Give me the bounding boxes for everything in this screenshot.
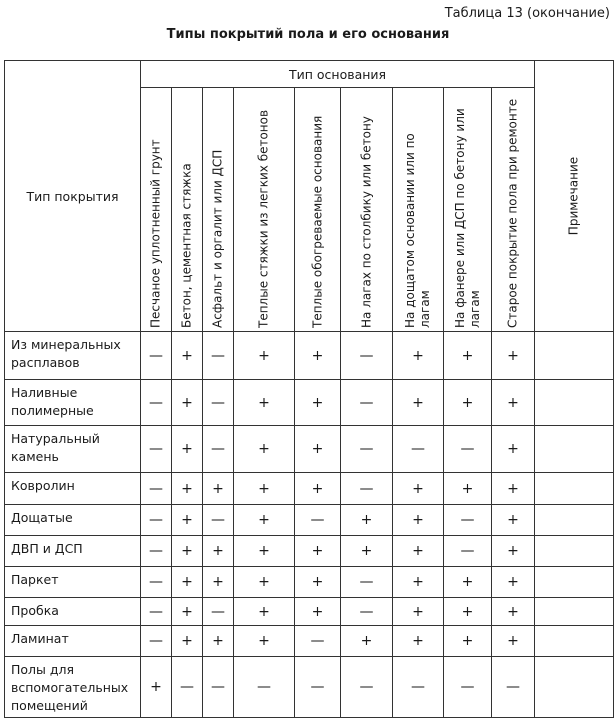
compatibility-cell: + bbox=[234, 332, 295, 380]
compatibility-cell: + bbox=[444, 598, 492, 626]
table-row bbox=[5, 598, 614, 626]
note-cell bbox=[535, 473, 614, 505]
coating-name: Из минеральных расплавов bbox=[5, 332, 141, 380]
compatibility-cell: + bbox=[341, 626, 393, 657]
compatibility-cell: — bbox=[141, 505, 172, 536]
compatibility-cell: + bbox=[444, 332, 492, 380]
compatibility-cell: + bbox=[234, 473, 295, 505]
compatibility-cell: + bbox=[492, 626, 535, 657]
compatibility-cell: + bbox=[172, 505, 203, 536]
note-header-text: Примечание bbox=[566, 156, 581, 236]
compatibility-cell: — bbox=[341, 567, 393, 598]
compatibility-cell: + bbox=[172, 567, 203, 598]
compatibility-cell: — bbox=[203, 426, 234, 473]
table-row bbox=[5, 567, 614, 598]
compatibility-cell: + bbox=[295, 567, 341, 598]
compatibility-cell: + bbox=[141, 657, 172, 718]
compatibility-cell: + bbox=[172, 332, 203, 380]
coating-name: Паркет bbox=[5, 567, 141, 598]
compatibility-cell: — bbox=[203, 598, 234, 626]
compatibility-cell: — bbox=[444, 505, 492, 536]
note-cell bbox=[535, 598, 614, 626]
compatibility-cell: + bbox=[172, 598, 203, 626]
compatibility-cell: + bbox=[492, 598, 535, 626]
compatibility-cell: + bbox=[203, 473, 234, 505]
base-header-4 bbox=[234, 88, 295, 332]
note-cell bbox=[535, 567, 614, 598]
compatibility-cell: + bbox=[172, 380, 203, 426]
compatibility-cell: — bbox=[141, 626, 172, 657]
compatibility-cell: — bbox=[295, 657, 341, 718]
compatibility-cell: — bbox=[141, 380, 172, 426]
coating-name: Ламинат bbox=[5, 626, 141, 657]
compatibility-cell: — bbox=[295, 505, 341, 536]
base-header-text: На фанере или ДСП по бетону или лагам bbox=[452, 107, 482, 328]
base-header-6 bbox=[341, 88, 393, 332]
compatibility-cell: — bbox=[141, 473, 172, 505]
compatibility-cell: + bbox=[295, 473, 341, 505]
base-header-9 bbox=[492, 88, 535, 332]
compatibility-cell: — bbox=[141, 332, 172, 380]
note-cell bbox=[535, 657, 614, 718]
compatibility-cell: — bbox=[341, 426, 393, 473]
base-type-header: Тип основания bbox=[141, 61, 535, 88]
compatibility-cell: + bbox=[203, 567, 234, 598]
coating-type-header: Тип покрытия bbox=[5, 61, 141, 332]
compatibility-cell: + bbox=[393, 536, 444, 567]
compatibility-cell: + bbox=[295, 598, 341, 626]
compatibility-cell: + bbox=[234, 567, 295, 598]
compatibility-cell: + bbox=[393, 598, 444, 626]
compatibility-cell: + bbox=[172, 473, 203, 505]
coating-name: Дощатые bbox=[5, 505, 141, 536]
compatibility-cell: + bbox=[234, 426, 295, 473]
table-row bbox=[5, 332, 614, 380]
compatibility-cell: + bbox=[393, 473, 444, 505]
compatibility-cell: — bbox=[444, 657, 492, 718]
base-header-1 bbox=[141, 88, 172, 332]
compatibility-cell: — bbox=[141, 598, 172, 626]
coating-name: Полы для вспомогательных помещений bbox=[5, 657, 141, 718]
coating-name: Наливные полимерные bbox=[5, 380, 141, 426]
compatibility-cell: + bbox=[393, 626, 444, 657]
note-cell bbox=[535, 426, 614, 473]
compatibility-cell: + bbox=[172, 536, 203, 567]
compatibility-cell: + bbox=[172, 626, 203, 657]
table-title: Типы покрытий пола и его основания bbox=[166, 27, 450, 42]
note-cell bbox=[535, 505, 614, 536]
table-row bbox=[5, 473, 614, 505]
compatibility-cell: + bbox=[393, 332, 444, 380]
coating-name: Натуральный камень bbox=[5, 426, 141, 473]
base-header-5 bbox=[295, 88, 341, 332]
compatibility-cell: — bbox=[203, 505, 234, 536]
compatibility-cell: + bbox=[444, 626, 492, 657]
compatibility-cell: — bbox=[141, 536, 172, 567]
compatibility-cell: + bbox=[234, 380, 295, 426]
compatibility-cell: + bbox=[492, 380, 535, 426]
table-row bbox=[5, 657, 614, 718]
compatibility-cell: — bbox=[341, 380, 393, 426]
table-body bbox=[5, 332, 614, 718]
compatibility-cell: + bbox=[444, 380, 492, 426]
compatibility-cell: + bbox=[492, 505, 535, 536]
table-row bbox=[5, 426, 614, 473]
compatibility-cell: + bbox=[203, 536, 234, 567]
base-header-text: На лагах по столбику или бетону bbox=[359, 115, 373, 328]
base-header-text: Бетон, цементная стяжка bbox=[179, 162, 194, 328]
compatibility-cell: + bbox=[295, 536, 341, 567]
compatibility-cell: — bbox=[341, 473, 393, 505]
compatibility-cell: + bbox=[341, 505, 393, 536]
table-caption: Таблица 13 (окончание) bbox=[444, 6, 610, 21]
compatibility-cell: + bbox=[444, 473, 492, 505]
compatibility-cell: — bbox=[234, 657, 295, 718]
base-header-2 bbox=[172, 88, 203, 332]
compatibility-cell: — bbox=[295, 626, 341, 657]
compatibility-cell: + bbox=[295, 426, 341, 473]
base-header-text: Теплые стяжки из легких бетонов bbox=[256, 109, 271, 328]
compatibility-cell: — bbox=[341, 598, 393, 626]
base-header-8 bbox=[444, 88, 492, 332]
coating-name: Пробка bbox=[5, 598, 141, 626]
base-header-7 bbox=[393, 88, 444, 332]
base-header-text: Теплые обогреваемые основания bbox=[310, 115, 324, 328]
compatibility-cell: — bbox=[203, 380, 234, 426]
table-row bbox=[5, 505, 614, 536]
compatibility-cell: — bbox=[172, 657, 203, 718]
base-header-text: На дощатом основании или по лагам bbox=[403, 132, 432, 328]
compatibility-cell: — bbox=[141, 426, 172, 473]
compatibility-cell: + bbox=[234, 598, 295, 626]
compatibility-cell: — bbox=[444, 536, 492, 567]
compatibility-cell: — bbox=[393, 426, 444, 473]
compatibility-cell: + bbox=[492, 332, 535, 380]
compatibility-cell: + bbox=[492, 536, 535, 567]
compatibility-cell: + bbox=[234, 626, 295, 657]
note-cell bbox=[535, 536, 614, 567]
base-header-text: Старое покрытие пола при ремонте bbox=[505, 98, 520, 328]
compatibility-cell: — bbox=[141, 567, 172, 598]
compatibility-cell: + bbox=[492, 426, 535, 473]
note-header bbox=[535, 61, 614, 332]
compatibility-cell: + bbox=[234, 505, 295, 536]
compatibility-cell: + bbox=[444, 567, 492, 598]
compatibility-cell: + bbox=[393, 380, 444, 426]
compatibility-cell: + bbox=[295, 332, 341, 380]
compatibility-cell: + bbox=[203, 626, 234, 657]
compatibility-cell: + bbox=[492, 567, 535, 598]
note-cell bbox=[535, 380, 614, 426]
compatibility-cell: + bbox=[234, 536, 295, 567]
coating-name: Ковролин bbox=[5, 473, 141, 505]
compatibility-cell: — bbox=[444, 426, 492, 473]
compatibility-cell: + bbox=[341, 536, 393, 567]
compatibility-cell: — bbox=[203, 332, 234, 380]
compatibility-cell: + bbox=[393, 567, 444, 598]
compatibility-cell: + bbox=[295, 380, 341, 426]
note-cell bbox=[535, 332, 614, 380]
compatibility-cell: — bbox=[341, 657, 393, 718]
compatibility-cell: — bbox=[492, 657, 535, 718]
compatibility-cell: + bbox=[172, 426, 203, 473]
compatibility-cell: — bbox=[393, 657, 444, 718]
table-row bbox=[5, 536, 614, 567]
compatibility-cell: + bbox=[393, 505, 444, 536]
compatibility-cell: — bbox=[203, 657, 234, 718]
base-header-text: Асфальт и оргалит или ДСП bbox=[210, 149, 225, 328]
compatibility-cell: + bbox=[492, 473, 535, 505]
coating-name: ДВП и ДСП bbox=[5, 536, 141, 567]
floor-coverings-table bbox=[4, 60, 614, 718]
note-cell bbox=[535, 626, 614, 657]
base-header-text: Песчаное уплотненный грунт bbox=[148, 138, 163, 328]
base-header-3 bbox=[203, 88, 234, 332]
compatibility-cell: — bbox=[341, 332, 393, 380]
table-row bbox=[5, 380, 614, 426]
table-row bbox=[5, 626, 614, 657]
